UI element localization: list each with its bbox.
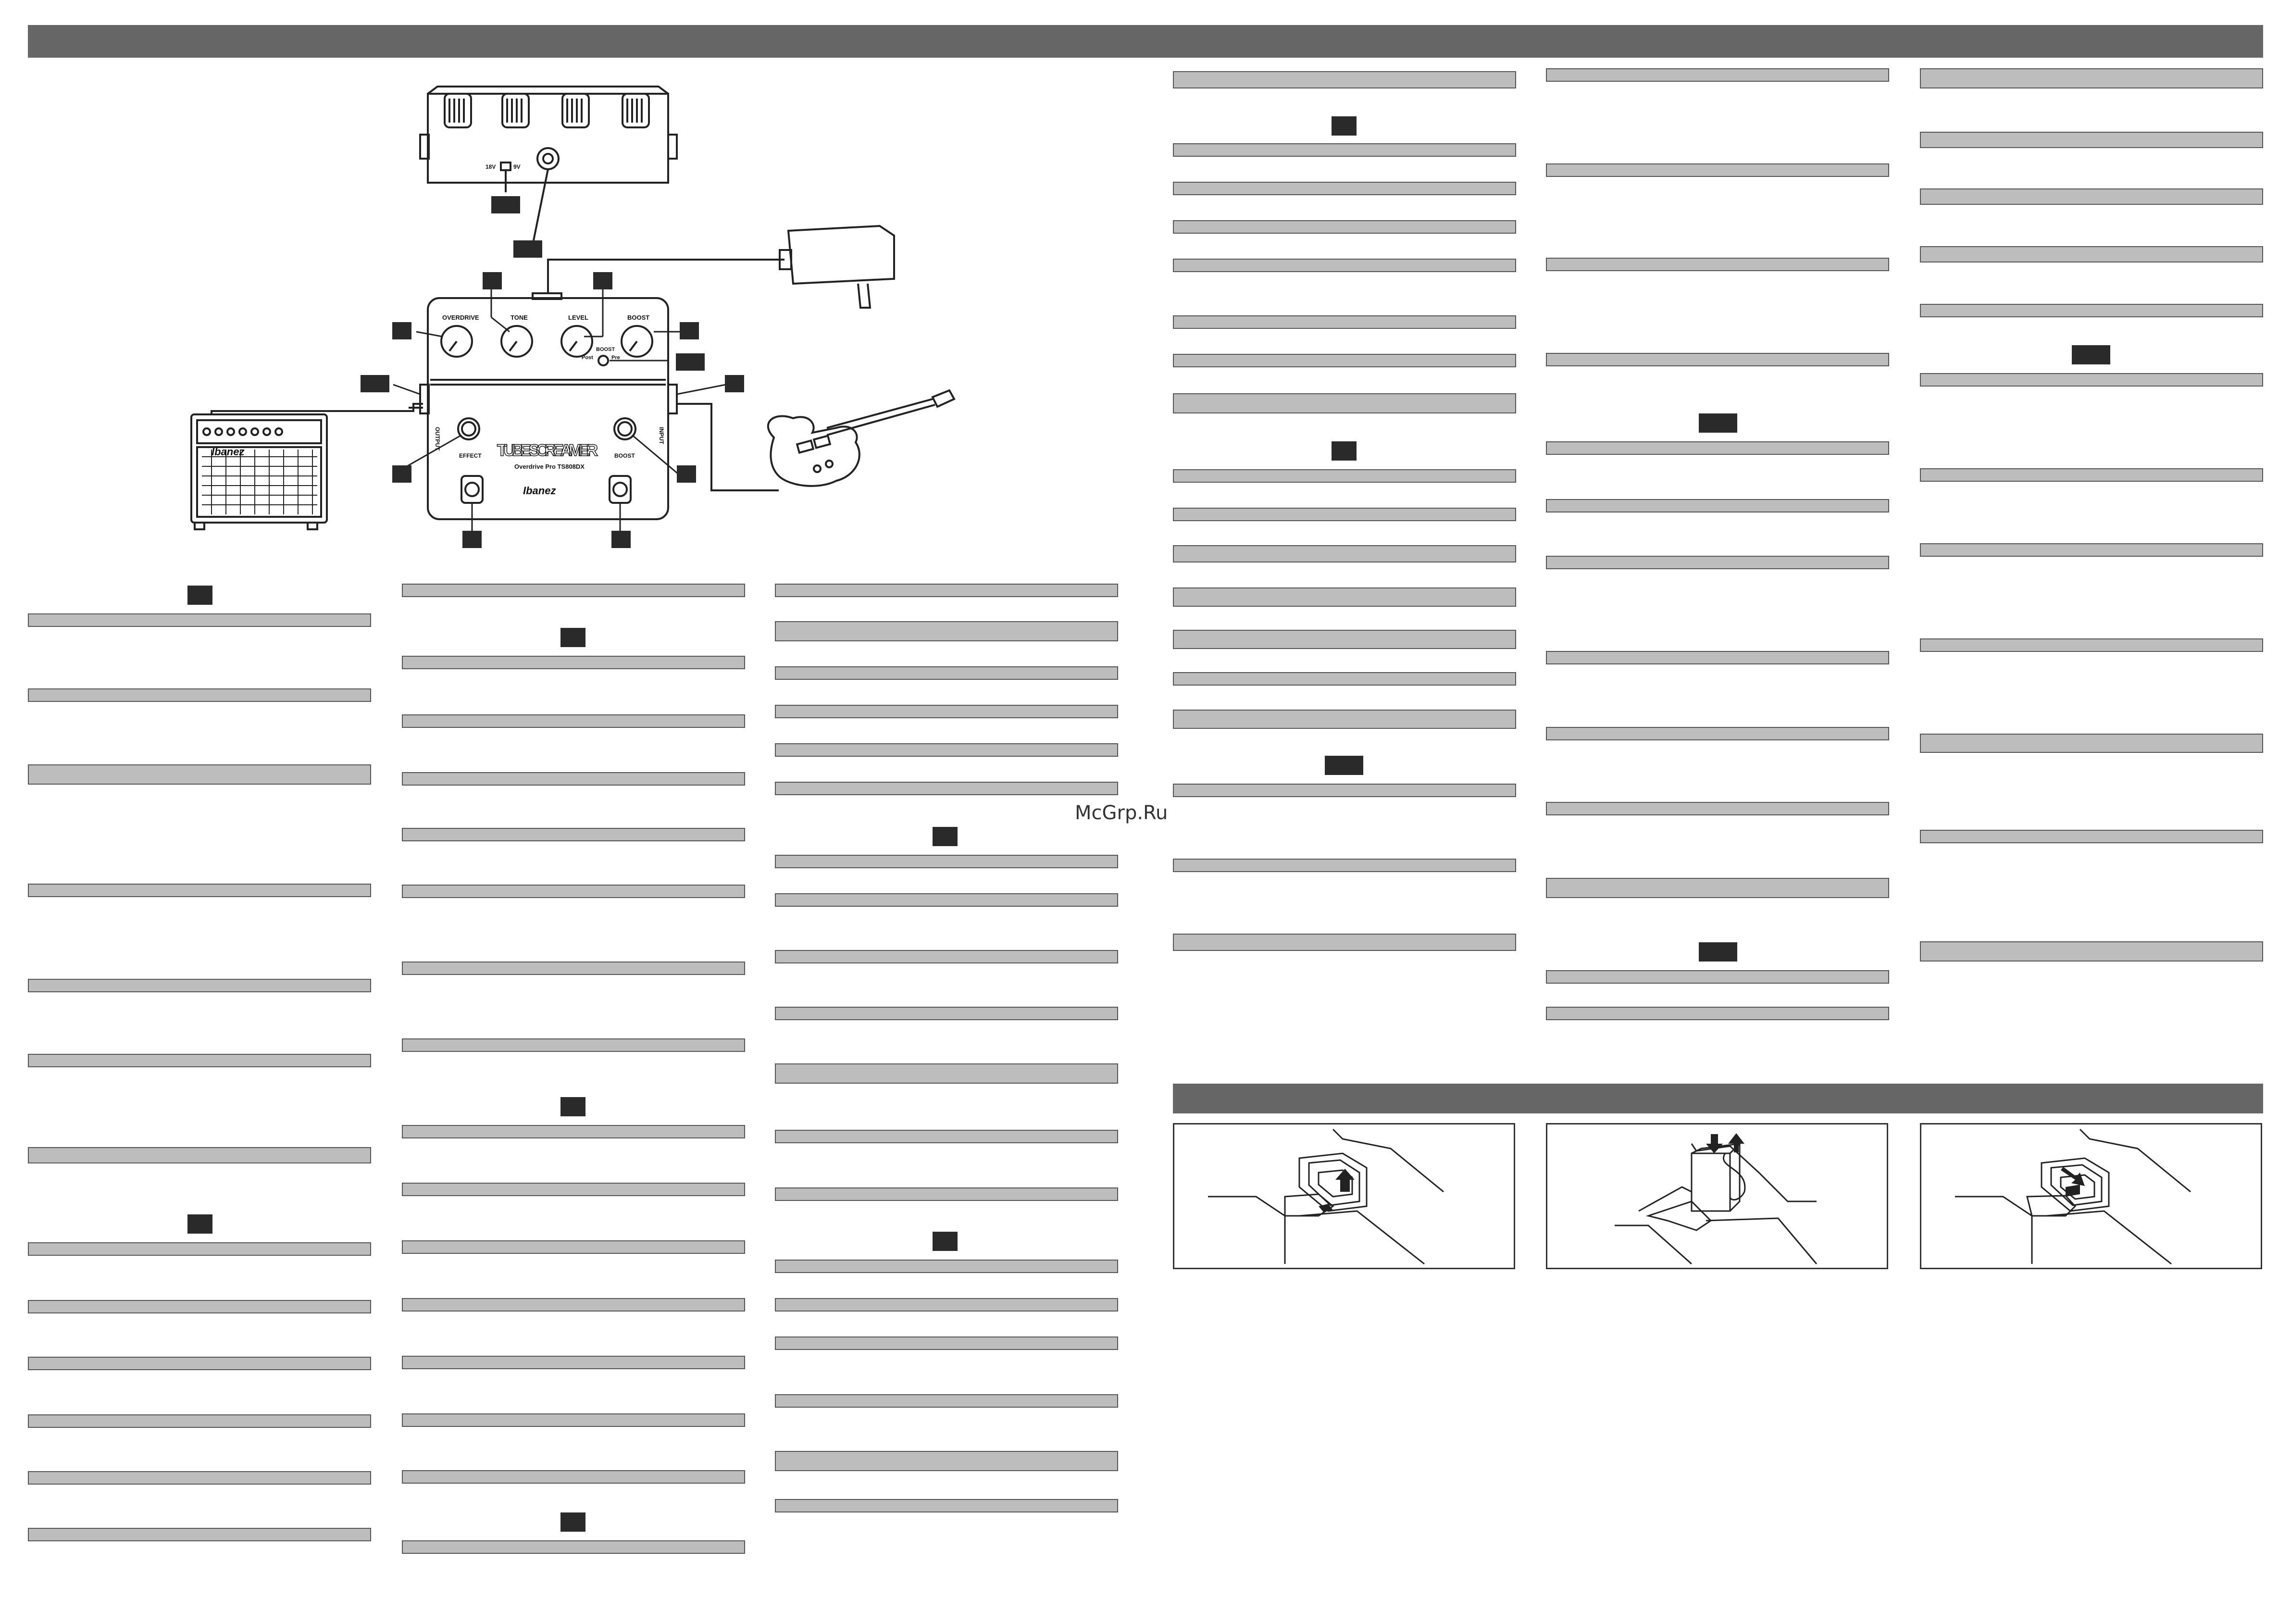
- placeholder-row: [1920, 188, 2263, 205]
- placeholder-row: [775, 666, 1118, 680]
- placeholder-row: [1546, 258, 1889, 271]
- placeholder-row: [28, 1242, 371, 1256]
- connection-diagram: [0, 0, 1009, 558]
- section-badge: [187, 586, 212, 605]
- placeholder-row: [775, 1337, 1118, 1350]
- boost-footswitch-label: BOOST: [614, 452, 635, 459]
- placeholder-row: [402, 1240, 745, 1254]
- section-badge: [933, 1232, 958, 1251]
- placeholder-row: [1546, 499, 1889, 512]
- placeholder-row: [28, 1414, 371, 1428]
- placeholder-row: [1173, 220, 1516, 234]
- placeholder-row: [775, 705, 1118, 718]
- placeholder-row: [1546, 556, 1889, 569]
- voltage-9-label: 9V: [513, 163, 521, 170]
- placeholder-row: [28, 1471, 371, 1485]
- placeholder-row: [1173, 630, 1516, 649]
- placeholder-row: [1173, 315, 1516, 329]
- knob-label-boost: BOOST: [627, 314, 650, 321]
- placeholder-row: [1546, 163, 1889, 177]
- output-label: OUTPUT: [434, 427, 441, 451]
- placeholder-row: [402, 1298, 745, 1312]
- placeholder-row: [1920, 941, 2263, 962]
- placeholder-row: [28, 1300, 371, 1313]
- placeholder-row: [1920, 132, 2263, 148]
- placeholder-row: [1546, 878, 1889, 898]
- placeholder-row: [28, 1357, 371, 1370]
- placeholder-row: [775, 855, 1118, 868]
- placeholder-row: [1920, 304, 2263, 317]
- placeholder-row: [1173, 784, 1516, 797]
- placeholder-row: [775, 1499, 1118, 1512]
- voltage-18-label: 18V: [486, 163, 496, 170]
- placeholder-row: [1173, 710, 1516, 729]
- battery-step-1-panel: [1173, 1123, 1515, 1269]
- placeholder-row: [28, 688, 371, 702]
- switch-post-label: Post: [582, 355, 593, 361]
- placeholder-row: [775, 782, 1118, 795]
- placeholder-row: [1173, 354, 1516, 367]
- placeholder-row: [1920, 638, 2263, 652]
- ac-adapter: [780, 226, 894, 308]
- section-badge: [1332, 441, 1357, 461]
- pedal-title: TUBE SCREAMER: [497, 441, 598, 460]
- electric-guitar: [768, 390, 954, 486]
- placeholder-row: [1173, 71, 1516, 88]
- placeholder-row: [402, 656, 745, 669]
- section-badge: [1325, 756, 1363, 775]
- pedal-subtitle: Overdrive Pro TS808DX: [514, 463, 585, 470]
- placeholder-row: [775, 1187, 1118, 1201]
- placeholder-row: [1920, 543, 2263, 557]
- battery-section-bar: [1173, 1084, 2263, 1113]
- placeholder-row: [1173, 934, 1516, 951]
- section-badge: [560, 1097, 585, 1116]
- knob-tops: [445, 94, 649, 127]
- placeholder-row: [28, 1147, 371, 1163]
- placeholder-row: [1546, 970, 1889, 984]
- knob-label-level: LEVEL: [568, 314, 588, 321]
- pedal-brand: Ibanez: [523, 485, 556, 497]
- placeholder-row: [402, 1183, 745, 1196]
- placeholder-row: [775, 1130, 1118, 1143]
- placeholder-row: [402, 828, 745, 841]
- placeholder-row: [1920, 734, 2263, 753]
- placeholder-row: [1546, 68, 1889, 82]
- amplifier: [191, 414, 327, 529]
- watermark: McGrp.Ru: [1075, 802, 1168, 824]
- placeholder-row: [775, 621, 1118, 641]
- placeholder-row: [1173, 259, 1516, 272]
- placeholder-row: [1173, 143, 1516, 157]
- placeholder-row: [402, 1038, 745, 1052]
- section-badge: [1332, 116, 1357, 136]
- effect-label: EFFECT: [459, 452, 482, 459]
- placeholder-row: [775, 1451, 1118, 1471]
- battery-step-3-panel: [1920, 1123, 2262, 1269]
- placeholder-row: [1173, 672, 1516, 686]
- placeholder-row: [1173, 545, 1516, 562]
- placeholder-row: [402, 1125, 745, 1138]
- knob-label-overdrive: OVERDRIVE: [442, 314, 479, 321]
- placeholder-row: [1920, 830, 2263, 843]
- battery-step-2-panel: [1546, 1123, 1888, 1269]
- placeholder-row: [1546, 441, 1889, 455]
- placeholder-row: [402, 885, 745, 898]
- placeholder-row: [775, 1298, 1118, 1312]
- placeholder-row: [1920, 373, 2263, 387]
- placeholder-row: [775, 1007, 1118, 1020]
- input-label: INPUT: [658, 427, 665, 444]
- placeholder-row: [775, 893, 1118, 907]
- placeholder-row: [1546, 353, 1889, 366]
- section-badge: [1699, 413, 1737, 433]
- placeholder-row: [775, 1063, 1118, 1084]
- battery-step-1-illustration: [1174, 1124, 1514, 1268]
- pedal-top-view: [420, 87, 677, 240]
- placeholder-row: [1173, 393, 1516, 413]
- placeholder-row: [402, 1413, 745, 1427]
- placeholder-row: [402, 584, 745, 597]
- placeholder-row: [402, 1540, 745, 1554]
- placeholder-row: [28, 884, 371, 897]
- placeholder-row: [1920, 68, 2263, 88]
- placeholder-row: [402, 1470, 745, 1484]
- section-badge: [560, 1512, 585, 1532]
- placeholder-row: [1173, 469, 1516, 483]
- knob-label-tone: TONE: [510, 314, 528, 321]
- placeholder-row: [1173, 508, 1516, 521]
- placeholder-row: [1546, 802, 1889, 815]
- placeholder-row: [28, 764, 371, 785]
- placeholder-row: [1173, 182, 1516, 195]
- section-badge: [560, 628, 585, 647]
- battery-step-3-illustration: [1921, 1124, 2261, 1268]
- placeholder-row: [1546, 651, 1889, 664]
- placeholder-row: [775, 743, 1118, 757]
- placeholder-row: [402, 714, 745, 728]
- section-badge: [2072, 345, 2110, 364]
- switch-pre-label: Pre: [611, 355, 620, 361]
- placeholder-row: [28, 613, 371, 627]
- battery-step-2-illustration: [1547, 1124, 1887, 1268]
- section-badge: [933, 827, 958, 846]
- placeholder-row: [28, 1528, 371, 1541]
- placeholder-row: [1173, 859, 1516, 872]
- placeholder-row: [402, 772, 745, 786]
- placeholder-row: [1546, 727, 1889, 740]
- amp-brand: Ibanez: [212, 446, 245, 458]
- placeholder-row: [28, 979, 371, 992]
- placeholder-row: [402, 1356, 745, 1369]
- placeholder-row: [1920, 468, 2263, 482]
- placeholder-row: [28, 1054, 371, 1067]
- section-badge: [1699, 942, 1737, 962]
- placeholder-row: [1173, 587, 1516, 607]
- placeholder-row: [402, 962, 745, 975]
- placeholder-row: [775, 1260, 1118, 1273]
- section-badge: [187, 1214, 212, 1234]
- placeholder-row: [1920, 246, 2263, 262]
- placeholder-row: [775, 584, 1118, 597]
- placeholder-row: [775, 1394, 1118, 1408]
- boost-switch-label: BOOST: [596, 347, 615, 352]
- placeholder-row: [1546, 1007, 1889, 1020]
- placeholder-row: [775, 950, 1118, 963]
